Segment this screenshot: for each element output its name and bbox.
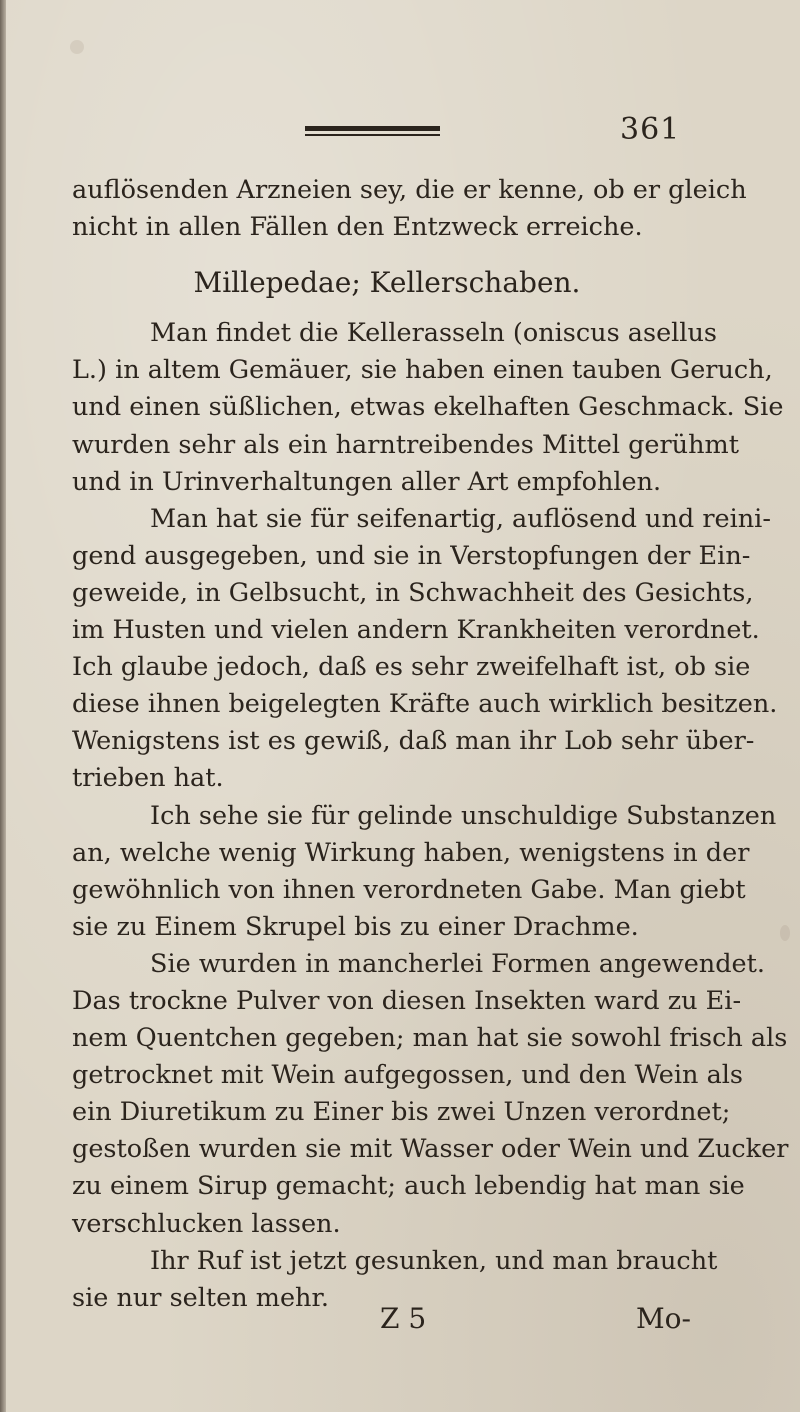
text-line: verschlucken lassen. [72,1208,341,1239]
catchword: Mo- [636,1302,691,1335]
text-line: Man hat sie für seifenartig, auflösend und reini- [150,503,771,534]
text-line: Ich sehe sie für gelinde unschuldige Substanzen [150,800,777,831]
page-number: 361 [620,112,681,147]
text-line: Das trockne Pulver von diesen Insekten ward zu Ei- [72,985,742,1016]
text-line: im Husten und vielen andern Krankheiten verordnet. [72,615,760,646]
text-line: geweide, in Gelbsucht, in Schwachheit des Gesichts, [72,577,754,608]
header-rule [305,126,440,138]
text-line: und einen süßlichen, etwas ekelhaften Geschmack. Sie [72,392,784,423]
text-line: Ich glaube jedoch, daß es sehr zweifelhaft ist, ob sie [72,652,751,683]
paper-stain [780,925,790,941]
text-line: nem Quentchen gegeben; man hat sie sowohl frisch als [72,1023,788,1054]
text-line: Ihr Ruf ist jetzt gesunken, und man braucht [150,1245,718,1276]
page-text [72,172,789,1317]
text-line: nicht in allen Fällen den Entzweck erreiche. [72,212,643,243]
text-line: und in Urinverhaltungen aller Art empfohlen. [72,466,662,497]
signature-mark: Z 5 [380,1302,427,1335]
text-line: diese ihnen beigelegten Kräfte auch wirklich besitzen. [72,689,778,720]
text-line: gend ausgegeben, und sie in Verstopfungen der Ein- [72,540,751,571]
section-heading: Millepedae; Kellerschaben. [193,266,581,300]
text-line: gewöhnlich von ihnen verordneten Gabe. Man giebt [72,874,746,905]
text-line: sie zu Einem Skrupel bis zu einer Drachme. [72,911,639,942]
text-line: sie nur selten mehr. [72,1282,329,1313]
text-line: wurden sehr als ein harntreibendes Mittel gerühmt [72,429,739,460]
text-line: gestoßen wurden sie mit Wasser oder Wein und Zucker [72,1134,789,1165]
page-edge [0,0,6,1412]
text-line: Wenigstens ist es gewiß, daß man ihr Lob sehr über- [72,726,755,757]
text-line: trieben hat. [72,763,224,794]
text-line: an, welche wenig Wirkung haben, wenigstens in der [72,837,750,868]
text-line: L.) in altem Gemäuer, sie haben einen tauben Geruch, [72,355,773,386]
text-line: zu einem Sirup gemacht; auch lebendig hat man sie [72,1171,745,1202]
text-line: Man findet die Kellerasseln (oniscus asellus [150,318,717,349]
text-line: Sie wurden in mancherlei Formen angewendet. [150,948,765,979]
text-line: ein Diuretikum zu Einer bis zwei Unzen verordnet; [72,1097,731,1128]
text-line: auflösenden Arzneien sey, die er kenne, ob er gleich [72,175,747,205]
text-line: getrocknet mit Wein aufgegossen, und den Wein als [72,1060,744,1091]
paper-stain [70,40,84,54]
